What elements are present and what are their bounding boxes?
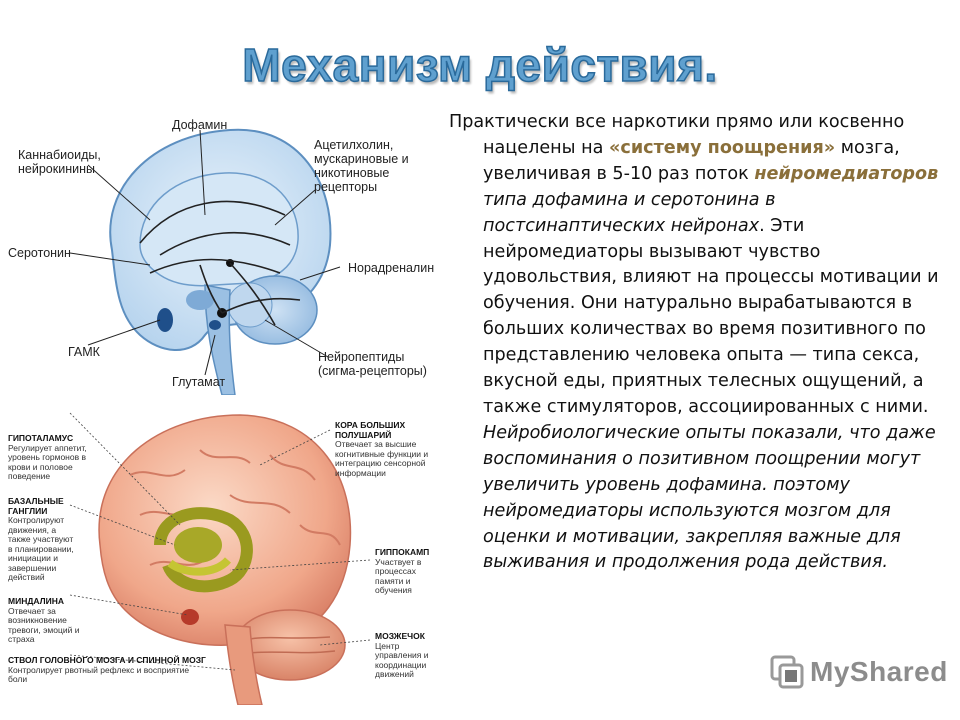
label-gaba: ГАМК bbox=[68, 345, 100, 359]
label-hypothalamus-desc: Регулирует аппетит, уровень гормонов в крови и половое поведение bbox=[8, 442, 87, 481]
label-noradrenaline: Норадреналин bbox=[348, 261, 435, 275]
label-amygdala-desc: Отвечает за возникновение тревоги, эмоций и страха bbox=[8, 605, 80, 644]
label-amygdala bbox=[8, 597, 98, 645]
label-dopamine: Дофамин bbox=[172, 118, 228, 132]
label-glutamate: Глутамат bbox=[172, 375, 226, 389]
label-cortex-desc: Отвечает за высшие когнитивные функции и интеграцию сенсорной информации bbox=[335, 439, 429, 478]
text-p1-italic: типа дофамина и серотонина в постсинаптических нейронах bbox=[483, 189, 776, 236]
label-brainstem bbox=[8, 656, 208, 685]
body-paragraph bbox=[449, 110, 944, 576]
text-p1-b: мозга, увеличивая в 5-10 раз поток bbox=[483, 137, 900, 184]
label-hippocampus-desc: Участвует в процессах памяти и обучения bbox=[375, 556, 422, 595]
label-basal-desc: Контролируют движения, а также участвуют в планировании, инициации и завершении действий bbox=[8, 515, 74, 582]
label-cortex bbox=[335, 421, 440, 478]
label-hypothalamus bbox=[8, 434, 108, 482]
label-neuropeptides: Нейропептиды (сигма-рецепторы) bbox=[318, 350, 427, 378]
label-acetylcholine: Ацетилхолин, мускариновые и никотиновые рецепторы bbox=[314, 138, 409, 194]
cerebrum-pink-shape bbox=[99, 415, 350, 645]
label-serotonin: Серотонин bbox=[8, 246, 71, 260]
label-hippocampus-title: ГИППОКАМП bbox=[375, 547, 430, 557]
logo-icon bbox=[770, 655, 804, 689]
label-brainstem-desc: Контролирует рвотный рефлекс и восприятие боли bbox=[8, 664, 190, 684]
slide-title: Механизм действия. bbox=[242, 39, 718, 91]
myshared-logo bbox=[770, 655, 948, 689]
text-p1-c: . Эти нейромедиаторы вызывают чувство удовольствия, влияют на процессы мотивации и обучения. Они натурально вырабатываются в больших количествах во время позитивного по представлению человека опыта — типа секса, вкусной еды, приятных телесных ощущений, а также стимуляторов, ассоциированных с ними. bbox=[483, 215, 939, 417]
logo-text: MyShared bbox=[810, 656, 948, 687]
text-highlight-neurotransmitters: нейромедиаторов bbox=[754, 163, 939, 184]
text-p1: Практически все наркотики прямо или косвенно нацелены на bbox=[449, 112, 905, 158]
label-hippocampus bbox=[375, 548, 441, 596]
label-cannabinoids: Каннабиоиды, нейрокинины bbox=[18, 148, 101, 176]
text-highlight-reward-system: «систему поощрения» bbox=[609, 137, 836, 158]
label-basal-ganglia bbox=[8, 497, 80, 583]
label-cerebellum-title: МОЗЖЕЧОК bbox=[375, 631, 425, 641]
label-cerebellum-desc: Центр управления и координации движений bbox=[375, 640, 429, 679]
label-hypothalamus-title: ГИПОТАЛАМУС bbox=[8, 433, 74, 443]
label-brainstem-title: СТВОЛ ГОЛОВНОГО МОЗГА И СПИННОЙ МОЗГ bbox=[8, 655, 206, 665]
label-basal-title: БАЗАЛЬНЫЕ ГАНГЛИИ bbox=[8, 496, 64, 516]
label-amygdala-title: МИНДАЛИНА bbox=[8, 596, 64, 606]
body-text bbox=[449, 110, 944, 576]
label-cortex-title: КОРА БОЛЬШИХ ПОЛУШАРИЙ bbox=[335, 420, 406, 440]
text-p1-italic-2: Нейробиологические опыты показали, что даже воспоминания о позитивном поощрении могут увеличить уровень дофамина. поэтому нейромедиаторы используются мозгом для оценки и мотивации, закрепляя важные для выживания и продолжения рода действия. bbox=[483, 422, 936, 573]
label-cerebellum bbox=[375, 632, 441, 680]
